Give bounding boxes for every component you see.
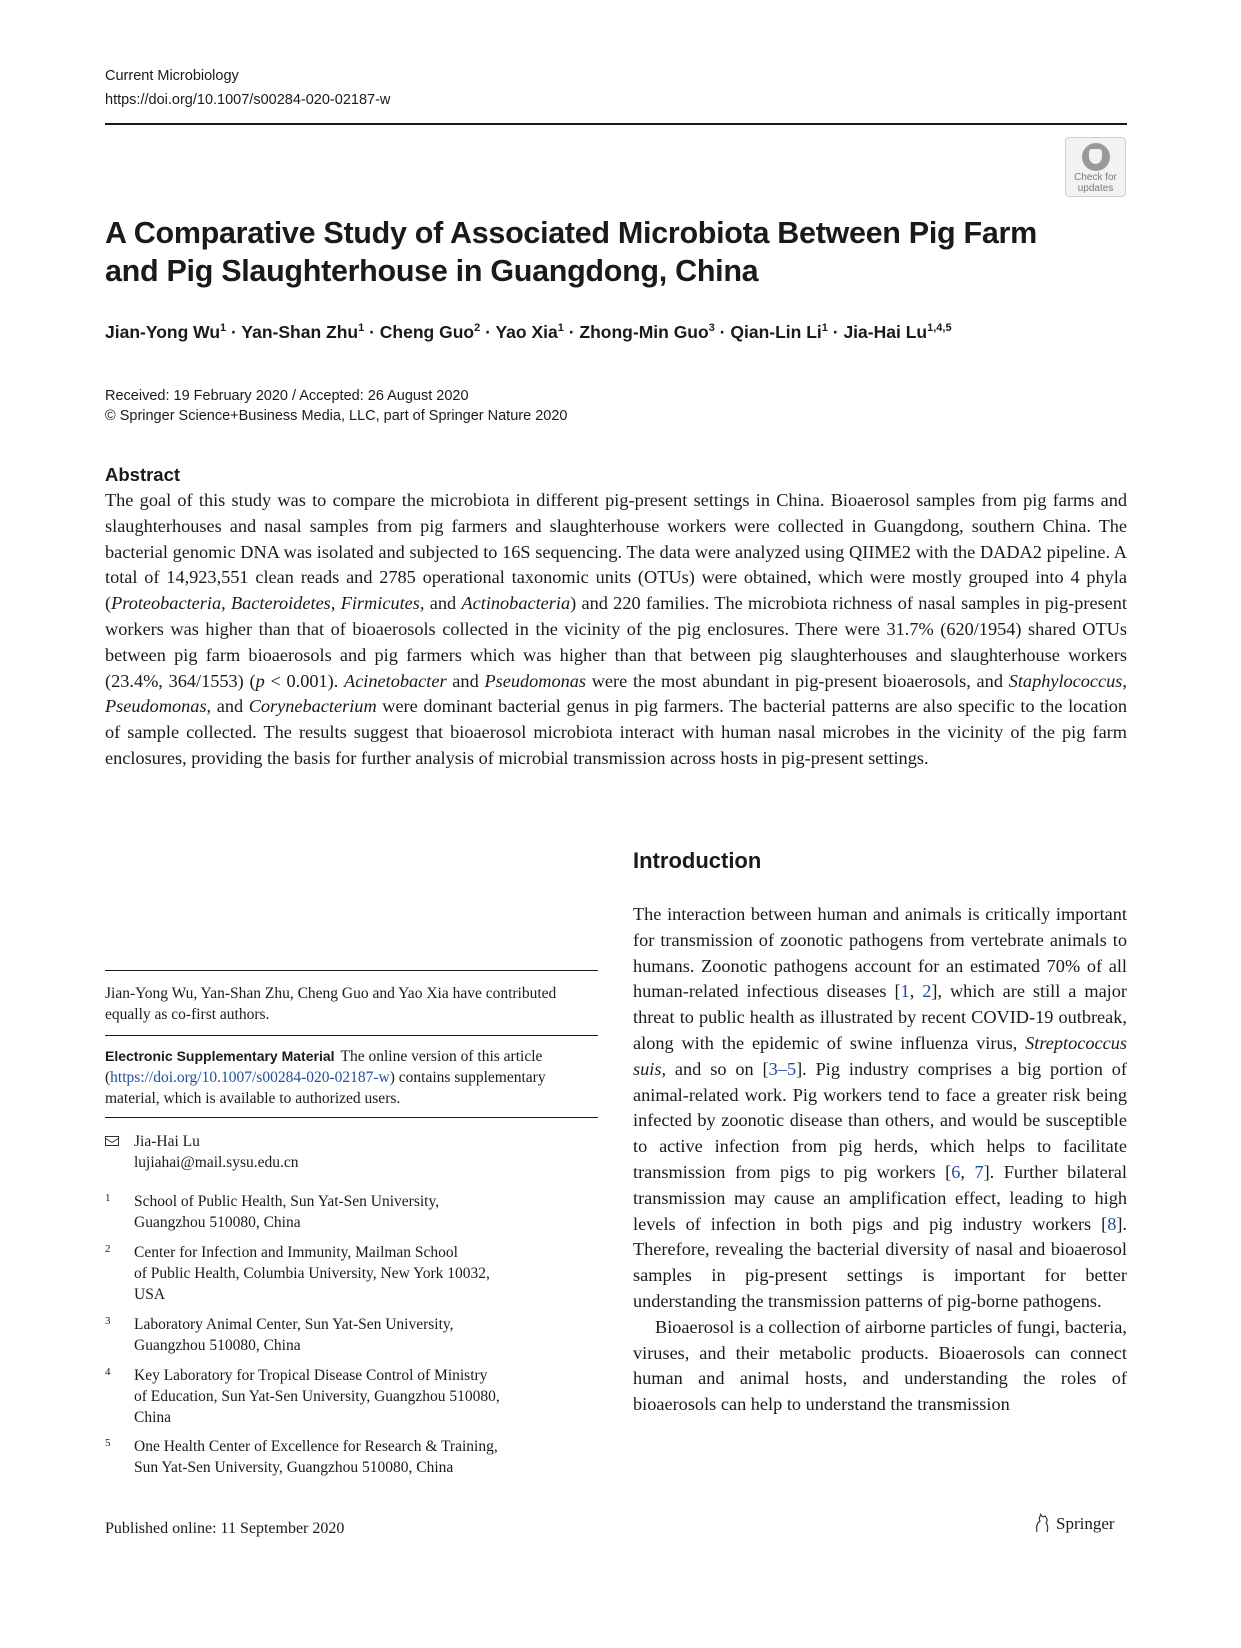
abstract-heading: Abstract bbox=[105, 464, 181, 485]
footnote-rule bbox=[105, 970, 598, 971]
affiliation: 2 Center for Infection and Immunity, Mailman School of Public Health, Columbia University, New York 10032, USA bbox=[105, 1243, 490, 1303]
citation-link[interactable]: 7 bbox=[974, 1161, 984, 1182]
author-list: Jian-Yong $Wu^1$ · Yan-Shan Zhu$^1$ · Cheng Guo$^2$ · Yao Xia$^1$ · Zhong-Min Guo$^3$ · Qian-Lin $Li^1 \cdot Jia-Hai$ Lu$^{1,4,5}$ bbox=[105, 322, 952, 342]
affiliation: 5 One Health Center of Excellence for Research & Training, Sun Yat-Sen University, Guangzhou 510080, China bbox=[105, 1437, 498, 1476]
copyright: © Springer Science+Business Media, LLC, part of Springer Nature 2020 bbox=[105, 408, 568, 424]
affiliation: 1 School of Public Health, Sun Yat-Sen University, Guangzhou 510080, China bbox=[105, 1192, 440, 1231]
affiliation: 4 Key Laboratory for Tropical Disease Control of Ministry of Education, Sun Yat-Sen University, Guangzhou 510080, China bbox=[105, 1366, 500, 1426]
citation-link[interactable]: 3–5 bbox=[768, 1058, 797, 1079]
author[interactable]: Zhong-Min Guo$^3$ bbox=[579, 322, 715, 342]
citation-link[interactable]: 8 bbox=[1107, 1213, 1117, 1234]
running-header bbox=[105, 64, 390, 112]
springer-horse-icon bbox=[1033, 1513, 1051, 1533]
intro-paragraph: Bioaerosol is a collection of airborne particles of fungi, bacteria, viruses, and their metabolic products. Bioaerosols can connect human and animal hosts, and understanding the roles of bioaerosols can help to understand the transmission bbox=[633, 1316, 1127, 1415]
citation-link[interactable]: 2 bbox=[922, 981, 932, 1002]
author[interactable]: Yan-Shan Zhu$^1$ bbox=[241, 322, 365, 342]
introduction-body bbox=[633, 902, 1127, 1418]
introduction-heading: Introduction bbox=[633, 848, 762, 873]
supplementary-link[interactable]: https://doi.org/10.1007/s00284-020-02187-w bbox=[110, 1069, 390, 1086]
envelope-icon bbox=[105, 1136, 119, 1146]
footnote-rule bbox=[105, 1117, 598, 1118]
published-online: Published online: 11 September 2020 bbox=[105, 1520, 345, 1537]
journal-name: Current Microbiology bbox=[105, 68, 239, 84]
author[interactable]: Jian-Yong Wu$^1$ bbox=[105, 322, 227, 342]
footnote-rule bbox=[105, 1035, 598, 1036]
header-rule bbox=[105, 123, 1127, 125]
intro-paragraph: The interaction between human and animals is critically important for transmission of zoonotic pathogens from vertebrate animals to humans. Zoonotic pathogens account for an estimated 70% of all human-related infectious diseases [1, 2], which are still a major threat to public health as illustrated by recent COVID-19 outbreak, along with the epidemic of swine influenza virus, Streptococcus suis, and so on [3–5]. Pig industry comprises a big portion of animal-related work. Pig workers tend to face a greater risk being infected by zoonotic disease than others, and would be susceptible to active infection from pig herds, which helps to facilitate transmission from pigs to pig workers [6, 7]. Further bilateral transmission may cause an amplification effect, leading to high levels of infection in both pigs and pig industry workers [8]. Therefore, revealing the bacterial diversity of nasal and bioaerosol samples in pig-present settings is important for better understanding the transmission patterns of pig-borne pathogens. bbox=[633, 904, 1128, 1311]
citation-link[interactable]: 6 bbox=[951, 1161, 961, 1182]
crossmark-icon bbox=[1082, 143, 1110, 171]
author[interactable]: Yao Xia$^1$ bbox=[495, 322, 564, 342]
article-title: A Comparative Study of Associated Microbiota Between Pig Farm and Pig Slaughterhouse in Guangdong, China bbox=[105, 216, 1037, 288]
affiliation: 3 Laboratory Animal Center, Sun Yat-Sen University, Guangzhou 510080, China bbox=[105, 1315, 454, 1354]
supplementary-material-note: Electronic Supplementary Material The online version of this article (https://doi.org/10.1007/s00284-020-02187-w) contains supplementary material, which is available to authorized users. bbox=[105, 1048, 546, 1107]
publisher-logo: Springer bbox=[1033, 1513, 1115, 1534]
corresponding-author-email[interactable]: lujiahai@mail.sysu.edu.cn bbox=[134, 1154, 299, 1171]
received-accepted: Received: 19 February 2020 / Accepted: 26 August 2020 bbox=[105, 388, 469, 404]
abstract-body: The goal of this study was to compare the microbiota in different pig-present settings in China. Bioaerosol samples from pig farms and slaughterhouses and nasal samples from pig farmers and slaughterhouse workers were collected in Guangdong, southern China. The bacterial genomic DNA was isolated and subjected to 16S sequencing. The data were analyzed using QIIME2 with the DADA2 pipeline. A total of 14,923,551 clean reads and 2785 operational taxonomic units (OTUs) were obtained, which were mostly grouped into 4 phyla (Proteobacteria, Bacteroidetes, Firmicutes, and Actinobacteria) and 220 families. The microbiota richness of nasal samples in pig-present workers was higher than that of bioaerosols collected in the vicinity of the pig enclosures. There were 31.7% (620/1954) shared OTUs between pig farm bioaerosols and pig farmers which was higher than that between pig slaughterhouses and slaughterhouse workers (23.4%, 364/1553) (p < 0.001). Acinetobacter and Pseudomonas were the most abundant in pig-present bioaerosols, and Staphylococcus, Pseudomonas, and Corynebacterium were dominant bacterial genus in pig farmers. The bacterial patterns are also specific to the location of sample collected. The results suggest that bioaerosol microbiota interact with human nasal microbes in the vicinity of the pig farm enclosures, providing the basis for further analysis of microbial transmission across hosts in pig-present settings. bbox=[105, 490, 1128, 768]
author[interactable]: Qian-Lin Li$^1$ bbox=[730, 322, 828, 342]
article-dates bbox=[105, 386, 567, 426]
author[interactable]: Cheng Guo$^2$ bbox=[379, 322, 481, 342]
citation-link[interactable]: 1 bbox=[900, 981, 910, 1002]
doi-link[interactable]: https://doi.org/10.1007/s00284-020-02187-w bbox=[105, 92, 391, 108]
co-first-author-note: Jian-Yong Wu, Yan-Shan Zhu, Cheng Guo and Yao Xia have contributed equally as co-first authors. bbox=[105, 985, 557, 1023]
corresponding-author-name: Jia-Hai Lu bbox=[134, 1133, 200, 1150]
check-for-updates-badge[interactable]: Check for updates bbox=[1065, 137, 1126, 197]
author[interactable]: Jia-Hai Lu$^{1,4,5}$ bbox=[843, 322, 952, 342]
